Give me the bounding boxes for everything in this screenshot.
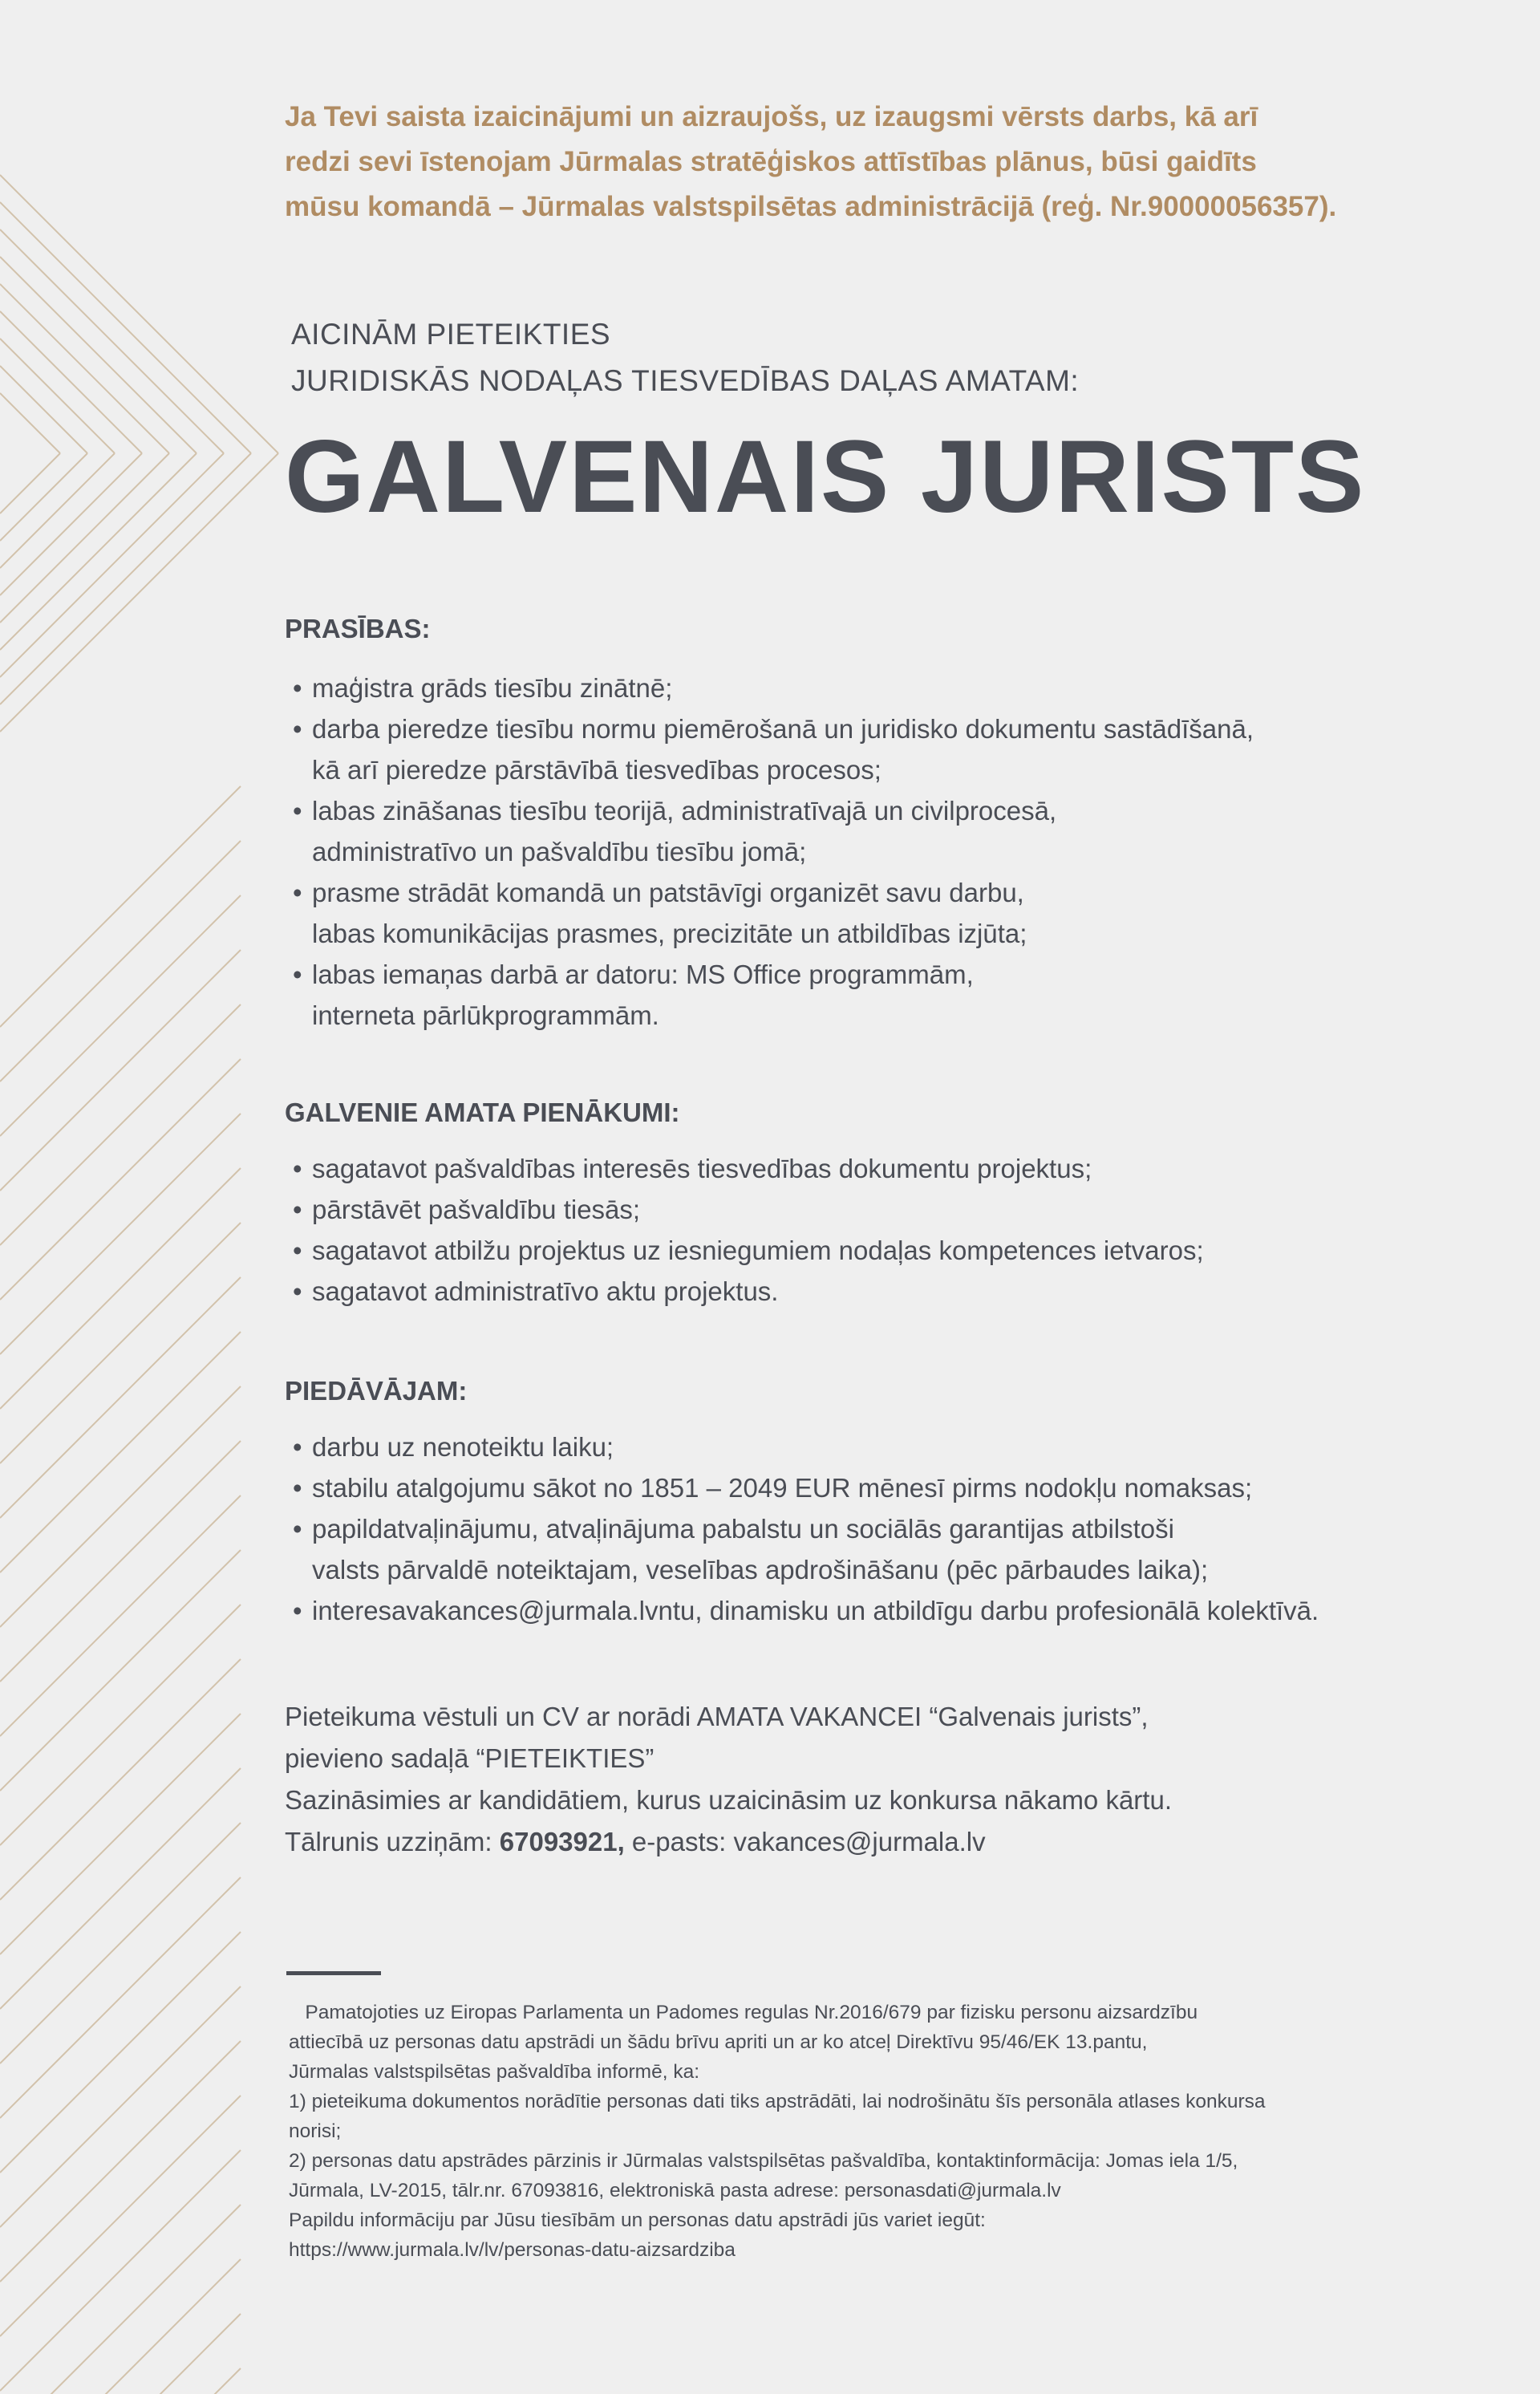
pattern-line [0, 284, 169, 453]
application-line: Pieteikuma vēstuli un CV ar norādi AMATA VAKANCEI “Galvenais jurists”, [285, 1702, 1149, 1731]
footnote-line: Jūrmalas valstspilsētas pašvaldība informē, ka: [289, 2061, 699, 2083]
bullet-icon: • [293, 673, 302, 703]
offer-item [293, 1426, 1319, 1467]
duties-item [293, 1271, 1204, 1312]
requirements-item-line: labas iemaņas darbā ar datoru: MS Office programmām, [312, 960, 974, 989]
requirements-item [293, 872, 1254, 954]
requirements-item-line: prasme strādāt komandā un patstāvīgi organizēt savu darbu, [312, 878, 1024, 907]
pattern-line [0, 1441, 241, 1682]
pattern-line [0, 1932, 241, 2173]
bullet-icon: • [293, 1236, 302, 1265]
offer-item [293, 1508, 1319, 1590]
footnote-line: Pamatojoties uz Eiropas Parlamenta un Padomes regulas Nr.2016/679 par fizisku personu aizsardzību [289, 2002, 1198, 2023]
bullet-icon: • [293, 1514, 302, 1544]
pattern-line [0, 366, 87, 453]
pattern-line [0, 1168, 241, 1409]
bullet-icon: • [293, 960, 302, 989]
pattern-line [0, 453, 115, 568]
phone-number: 67093921, [499, 1827, 625, 1856]
pattern-line [0, 257, 197, 453]
pattern-line [0, 2150, 241, 2391]
footnote-line: attiecībā uz personas datu apstrādi un šādu brīvu apriti un ar ko atceļ Direktīvu 95/46/EK 13.pantu, [289, 2031, 1148, 2053]
pattern-line [0, 1768, 241, 2009]
pattern-line [0, 1495, 241, 1736]
pattern-line [0, 1332, 241, 1572]
requirements-item-line: labas zināšanas tiesību teorijā, administratīvajā un civilprocesā, [312, 796, 1057, 826]
requirements-item [293, 954, 1254, 1036]
footnote-divider [286, 1971, 381, 1975]
footnote-line: Papildu informāciju par Jūsu tiesībām un personas datu apstrādi jūs variet iegūt: [289, 2209, 986, 2231]
contact-line [285, 1821, 1172, 1863]
data-protection-notice [289, 1998, 1452, 2265]
pattern-line [0, 1114, 241, 1354]
duties-item [293, 1148, 1204, 1189]
pattern-line [0, 2041, 241, 2282]
duties-item-line: sagatavot atbilžu projektus uz iesniegumiem nodaļas kompetences ietvaros; [312, 1236, 1204, 1265]
pattern-line [0, 2096, 241, 2336]
pattern-line [0, 453, 224, 677]
pattern-line [0, 229, 224, 453]
phone-label: Tālrunis uzziņām: [285, 1827, 500, 1856]
intro-line: redzi sevi īstenojam Jūrmalas stratēģiskos attīstības plānus, būsi gaidīts [285, 146, 1257, 177]
job-title: GALVENAIS JURISTS [285, 420, 1366, 534]
pattern-line [0, 311, 142, 453]
pattern-line [0, 1823, 241, 2063]
requirements-item-line: darba pieredze tiesību normu piemērošanā un juridisko dokumentu sastādīšanā, [312, 714, 1254, 744]
invitation-line: JURIDISKĀS NODAĻAS TIESVEDĪBAS DAĻAS AMATAM: [291, 364, 1080, 397]
bullet-icon: • [293, 1473, 302, 1503]
bullet-icon: • [293, 1276, 302, 1306]
pattern-line [0, 2368, 241, 2394]
pattern-line [0, 1605, 241, 1845]
bullet-icon: • [293, 1596, 302, 1625]
pattern-line [0, 1659, 241, 1900]
duties-item [293, 1189, 1204, 1230]
bullet-icon: • [293, 796, 302, 826]
offer-item-line: darbu uz nenoteiktu laiku; [312, 1432, 614, 1462]
pattern-line [0, 1550, 241, 1791]
pattern-line [0, 453, 197, 650]
duties-item [293, 1230, 1204, 1271]
duties-item-line: sagatavot administratīvo aktu projektus. [312, 1276, 779, 1306]
offer-item [293, 1590, 1319, 1631]
application-line: pievieno sadaļā “PIETEIKTIES” [285, 1743, 654, 1773]
offer-item-line: valsts pārvaldē noteiktajam, veselības apdrošināšanu (pēc pārbaudes laika); [312, 1555, 1209, 1585]
pattern-line [0, 202, 251, 453]
application-line: Sazināsimies ar kandidātiem, kurus uzaicināsim uz konkursa nākamo kārtu. [285, 1785, 1172, 1815]
intro-line: Ja Tevi saista izaicinājumi un aizraujošs, uz izaugsmi vērsts darbs, kā arī [285, 101, 1258, 132]
offer-item [293, 1467, 1319, 1508]
pattern-line [0, 1714, 241, 1954]
pattern-line [0, 453, 142, 595]
pattern-line [0, 1877, 241, 2118]
requirements-item-line: administratīvo un pašvaldību tiesību jomā; [312, 837, 807, 866]
email-label: e-pasts: vakances@jurmala.lv [624, 1827, 986, 1856]
footnote-line: Jūrmala, LV-2015, tālr.nr. 67093816, elektroniskā pasta adrese: personasdati@jurmala.lv [289, 2180, 1061, 2201]
pattern-line [0, 453, 60, 513]
bullet-icon: • [293, 1195, 302, 1224]
requirements-item [293, 708, 1254, 790]
offer-item-line: interesavakances@jurmala.lvntu, dinamisku un atbildīgu darbu profesionālā kolektīvā. [312, 1596, 1319, 1625]
intro-text [285, 95, 1488, 229]
pattern-line [0, 453, 87, 541]
offer-item-line: papildatvaļinājumu, atvaļinājuma pabalstu un sociālās garantijas atbilstoši [312, 1514, 1174, 1544]
offer-list [293, 1426, 1319, 1631]
pattern-line [0, 895, 241, 1136]
pattern-line [0, 1386, 241, 1627]
requirements-item [293, 790, 1254, 872]
pattern-line [0, 175, 278, 453]
footnote-line: 2) personas datu apstrādes pārzinis ir Jūrmalas valstspilsētas pašvaldība, kontaktinformācija: Jomas iela 1/5, [289, 2150, 1238, 2172]
pattern-line [0, 1223, 241, 1463]
duties-heading: GALVENIE AMATA PIENĀKUMI: [285, 1098, 680, 1127]
pattern-line [0, 1059, 241, 1300]
pattern-line [0, 950, 241, 1191]
offer-heading: PIEDĀVĀJAM: [285, 1376, 468, 1406]
footnote-line: norisi; [289, 2120, 342, 2142]
duties-item-line: pārstāvēt pašvaldību tiesās; [312, 1195, 641, 1224]
offer-item-line: stabilu atalgojumu sākot no 1851 – 2049 EUR mēnesī pirms nodokļu nomaksas; [312, 1473, 1253, 1503]
pattern-line [0, 786, 241, 1027]
requirements-item-line: maģistra grāds tiesību zinātnē; [312, 673, 673, 703]
duties-item-line: sagatavot pašvaldības interesēs tiesvedības dokumentu projektus; [312, 1154, 1092, 1183]
pattern-line [0, 339, 115, 453]
pattern-line [0, 453, 278, 732]
requirements-item-line: labas komunikācijas prasmes, precizitāte un atbildības izjūta; [312, 919, 1027, 948]
intro-line: mūsu komandā – Jūrmalas valstspilsētas administrācijā (reģ. Nr.90000056357). [285, 191, 1337, 222]
requirements-list [293, 667, 1254, 1036]
pattern-line [0, 1277, 241, 1518]
pattern-line [0, 1986, 241, 2227]
footnote-line: 1) pieteikuma dokumentos norādītie personas dati tiks apstrādāti, lai nodrošinātu šīs personāla atlases konkursa [289, 2091, 1266, 2112]
invitation-heading [291, 311, 1079, 404]
requirements-item-line: kā arī pieredze pārstāvībā tiesvedības procesos; [312, 755, 881, 785]
bullet-icon: • [293, 1154, 302, 1183]
pattern-line [0, 2259, 241, 2394]
bullet-icon: • [293, 714, 302, 744]
pattern-line [0, 453, 169, 623]
requirements-item [293, 667, 1254, 708]
pattern-line [0, 393, 60, 453]
application-info [285, 1696, 1172, 1863]
duties-list [293, 1148, 1204, 1312]
privacy-link[interactable]: https://www.jurmala.lv/lv/personas-datu-aizsardziba [289, 2239, 736, 2261]
pattern-line [0, 841, 241, 1081]
requirements-heading: PRASĪBAS: [285, 614, 431, 643]
bullet-icon: • [293, 878, 302, 907]
pattern-line [0, 453, 251, 704]
pattern-line [0, 1004, 241, 1245]
bullet-icon: • [293, 1432, 302, 1462]
requirements-item-line: interneta pārlūkprogrammām. [312, 1000, 659, 1030]
invitation-line: AICINĀM PIETEIKTIES [291, 318, 611, 351]
